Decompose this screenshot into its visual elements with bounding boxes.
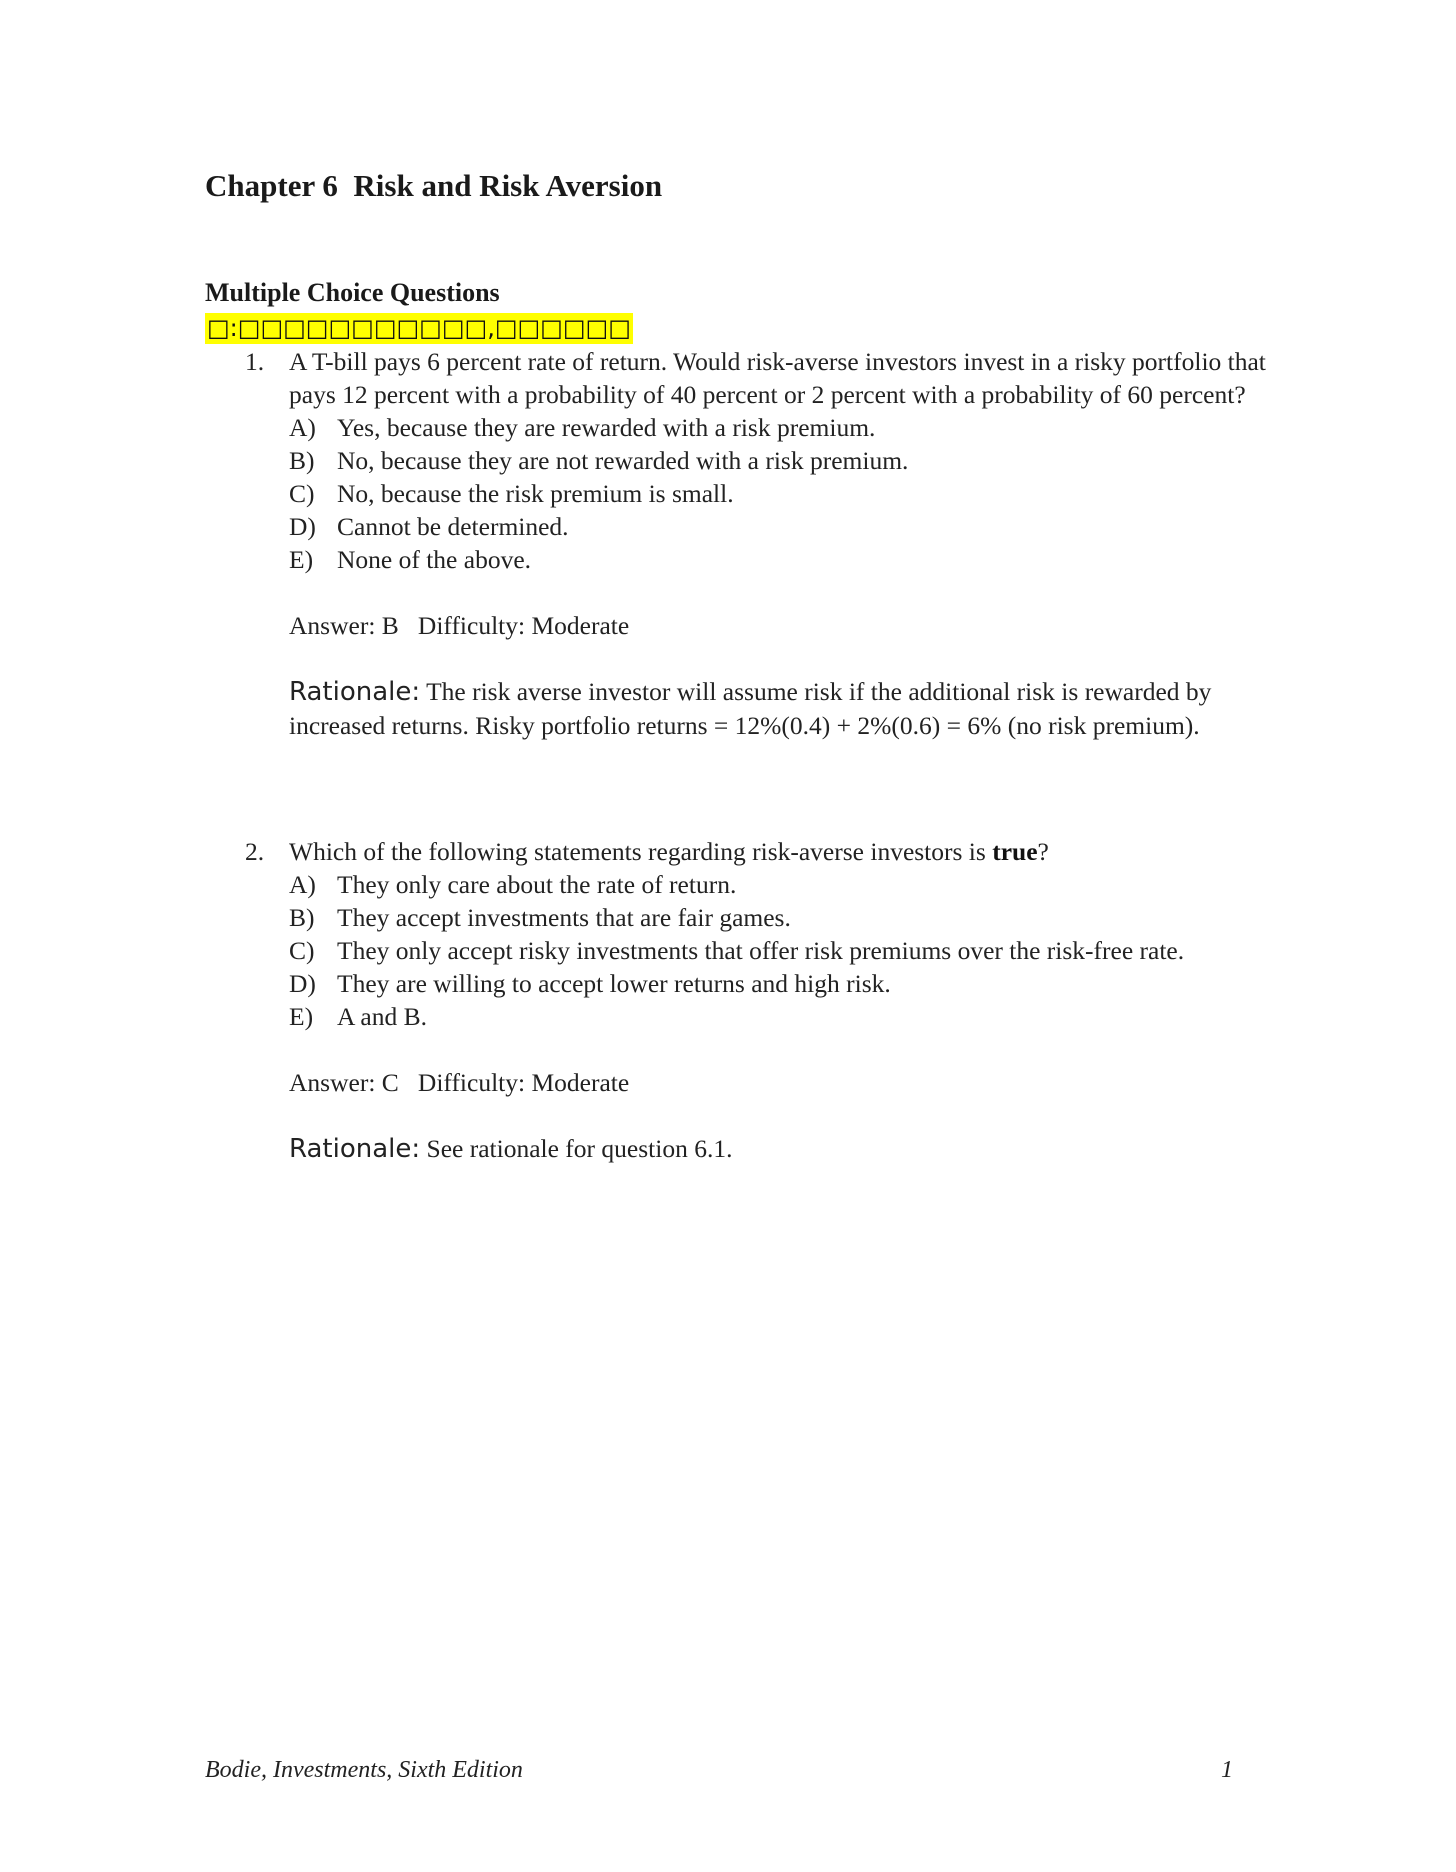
option-b bbox=[289, 901, 1285, 934]
option-letter: E) bbox=[289, 1002, 314, 1031]
option-text: Cannot be determined. bbox=[337, 512, 569, 541]
option-b bbox=[289, 444, 1285, 477]
option-a bbox=[289, 411, 1285, 444]
question-stem: A T-bill pays 6 percent rate of return. Would risk-averse investors invest in a risky portfolio that pays 12 percent with a probability of 40 percent or 2 percent with a probability of 60 percent? bbox=[289, 347, 1266, 409]
option-e bbox=[289, 543, 1285, 576]
question-number: 1. bbox=[245, 347, 265, 376]
option-text: They are willing to accept lower returns and high risk. bbox=[337, 969, 891, 998]
option-letter: B) bbox=[289, 903, 315, 932]
question-number: 2. bbox=[245, 837, 265, 866]
answer-options bbox=[289, 868, 1285, 1033]
option-text: A and B. bbox=[337, 1002, 427, 1031]
footer-source: Bodie, Investments, Sixth Edition bbox=[205, 1757, 523, 1783]
option-letter: E) bbox=[289, 545, 314, 574]
page-number: 1 bbox=[1221, 1757, 1233, 1783]
option-text: No, because they are not rewarded with a risk premium. bbox=[337, 446, 909, 475]
option-text: They accept investments that are fair games. bbox=[337, 903, 791, 932]
option-c bbox=[289, 477, 1285, 510]
chapter-title: Chapter 6 Risk and Risk Aversion bbox=[205, 168, 663, 203]
stem-emphasis: true bbox=[992, 837, 1038, 866]
rationale-text: The risk averse investor will assume risk if the additional risk is rewarded by increased returns. Risky portfolio returns = 12%(0.4) + 2%(0.6) = 6% (no risk premium). bbox=[289, 677, 1212, 740]
rationale-label: Rationale: bbox=[289, 1134, 421, 1164]
option-a bbox=[289, 868, 1285, 901]
answer-options bbox=[289, 411, 1285, 576]
option-c bbox=[289, 934, 1285, 967]
option-text: They only care about the rate of return. bbox=[337, 870, 737, 899]
option-text: They only accept risky investments that offer risk premiums over the risk-free rate. bbox=[337, 936, 1185, 965]
highlighted-note: □:□□□□□□□□□□□,□□□□□□ bbox=[207, 314, 631, 342]
stem-text: Which of the following statements regarding risk-averse investors is bbox=[289, 837, 993, 866]
question-1 bbox=[205, 345, 1285, 742]
stem-text: ? bbox=[1037, 837, 1049, 866]
option-d bbox=[289, 967, 1285, 1000]
option-letter: A) bbox=[289, 413, 316, 442]
option-text: Yes, because they are rewarded with a risk premium. bbox=[337, 413, 876, 442]
rationale-text: See rationale for question 6.1. bbox=[420, 1134, 733, 1163]
answer-line: Answer: C Difficulty: Moderate bbox=[289, 1068, 630, 1097]
question-2 bbox=[205, 835, 1285, 1166]
question-stem bbox=[289, 835, 1285, 868]
option-letter: A) bbox=[289, 870, 316, 899]
rationale-label: Rationale: bbox=[289, 677, 421, 707]
option-letter: D) bbox=[289, 969, 316, 998]
option-letter: B) bbox=[289, 446, 315, 475]
rationale bbox=[289, 675, 1285, 742]
answer-line: Answer: B Difficulty: Moderate bbox=[289, 611, 630, 640]
option-text: None of the above. bbox=[337, 545, 532, 574]
section-heading: Multiple Choice Questions bbox=[205, 278, 500, 307]
option-letter: C) bbox=[289, 479, 315, 508]
option-d bbox=[289, 510, 1285, 543]
rationale bbox=[289, 1132, 1285, 1166]
option-letter: D) bbox=[289, 512, 316, 541]
option-letter: C) bbox=[289, 936, 315, 965]
option-text: No, because the risk premium is small. bbox=[337, 479, 734, 508]
option-e bbox=[289, 1000, 1285, 1033]
